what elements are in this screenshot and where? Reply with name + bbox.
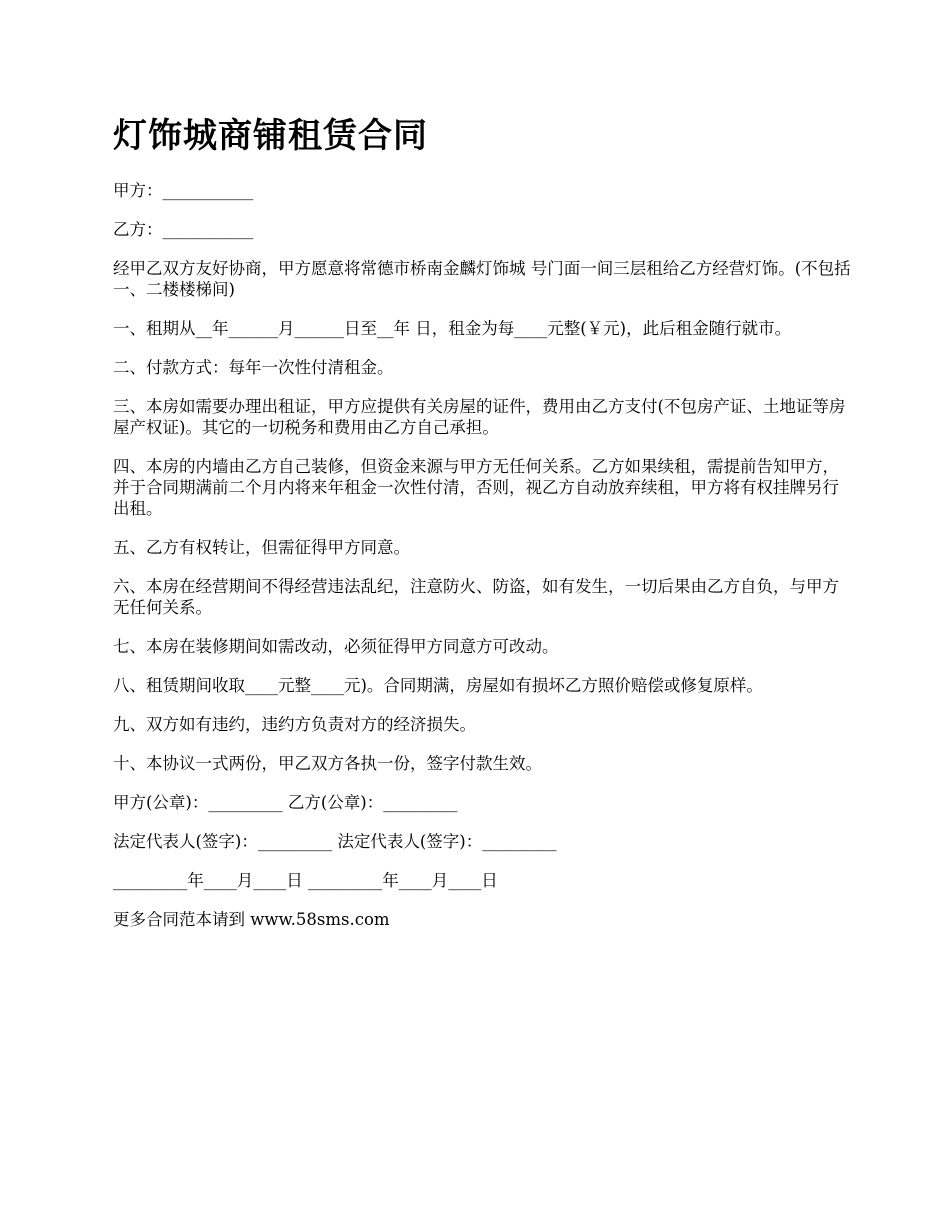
clause-9: 九、双方如有违约，违约方负责对方的经济损失。 (113, 715, 476, 734)
clause-5: 五、乙方有权转让，但需征得甲方同意。 (113, 538, 410, 557)
clause-1: 一、租期从__年______月______日至__年 日，租金为每____元整(￥元)，此后租金随行就市。 (113, 319, 792, 338)
clause-10: 十、本协议一式两份，甲乙双方各执一份，签字付款生效。 (113, 754, 542, 773)
clause-7: 七、本房在装修期间如需改动，必须征得甲方同意方可改动。 (113, 637, 559, 656)
clause-4: 四、本房的内墙由乙方自己装修，但资金来源与甲方无任何关系。乙方如果续租，需提前告知甲方，并于合同期满前二个月内将来年租金一次性付清，否则，视乙方自动放弃续租，甲方将有权挂牌另行出租。 (113, 457, 839, 518)
party-a-line: 甲方：___________ (113, 181, 254, 200)
clause-6: 六、本房在经营期间不得经营违法乱纪，注意防火、防盗，如有发生，一切后果由乙方自负，与甲方无任何关系。 (113, 577, 839, 617)
party-b-line: 乙方：___________ (113, 220, 254, 239)
preamble-paragraph: 经甲乙双方友好协商，甲方愿意将常德市桥南金麟灯饰城 号门面一间三层租给乙方经营灯饰。(不包括一、二楼楼梯间) (113, 259, 851, 299)
seal-line: 甲方(公章)：_________ 乙方(公章)：_________ (113, 793, 458, 812)
clause-8: 八、租赁期间收取____元整____元)。合同期满，房屋如有损坏乙方照价赔偿或修复原样。 (113, 676, 763, 695)
document-body (113, 180, 853, 948)
footer-note: 更多合同范本请到 www.58sms.com (113, 910, 390, 929)
representative-signature-line: 法定代表人(签字)：_________ 法定代表人(签字)：_________ (113, 832, 557, 851)
document-title: 灯饰城商铺租赁合同 (113, 116, 428, 156)
date-line: _________年____月____日 _________年____月____日 (113, 871, 498, 890)
clause-2: 二、付款方式：每年一次性付清租金。 (113, 358, 394, 377)
clause-3: 三、本房如需要办理出租证，甲方应提供有关房屋的证件，费用由乙方支付(不包房产证、土地证等房屋产权证)。其它的一切税务和费用由乙方自己承担。 (113, 397, 846, 437)
